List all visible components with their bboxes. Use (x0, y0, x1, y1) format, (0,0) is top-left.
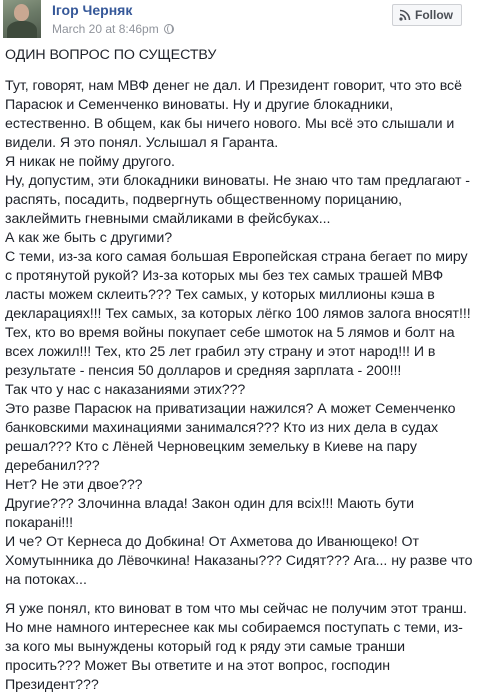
globe-icon (164, 24, 174, 34)
rss-icon (399, 9, 411, 21)
post-meta (52, 22, 174, 36)
avatar-head (14, 4, 29, 21)
post-header (0, 0, 479, 44)
post-timestamp[interactable]: March 20 at 8:46pm (52, 22, 159, 36)
post-content (5, 46, 475, 695)
follow-button[interactable] (392, 4, 462, 26)
post-body-final: Я уже понял, кто виноват в том что мы сейчас не получим этот транш. Но мне намного интереснее как мы собираемся поступать с теми, из- за кого мы вынуждены который год к ряду эти самые транши просить??? Может Вы ответите и на этот вопрос, господин Президент??? (5, 601, 467, 693)
post-body-main: Тут, говорят, нам МВФ денег не дал. И Президент говорит, что это всё Парасюк и Семенченко виноваты. Ну и другие блокадники, естественно. В общем, как бы ничего нового. Мы всё это слышали и видели. Я это понял. Услышал я Гаранта. Я никак не пойму другого. Ну, допустим, эти блокадники виноваты. Не знаю что там предлагают - распять, посадить, подвергнуть общественному порицанию, заклеймить гневными смайликами в фейсбуках... А как же быть с другими? С теми, из-за кого самая большая Европейская страна бегает по миру с протянутой рукой? Из-за которых мы без тех самых трашей МВФ ласты можем склеить??? Тех самых, у которых миллионы кэша в декларациях!!! Тех самых, за которых лёгко 100 лямов залога вносят!!! Тех, кто во время войны покупает себе шмоток на 5 лямов и болт на всех ложил!!! Тех, кто 25 лет грабил эту страну и этот народ!!! И в результате - пенсия 50 долларов и средняя зарплата - 200!!! Так что у нас с наказаниями этих??? Это разве Парасюк на приватизации нажился? А может Семенченко банковскими махинациями занимался??? Кто из них дела в судах решал??? Кто с Лёней Черновецким земельку в Киеве на пару деребанил??? Нет? Не эти двое??? Другие??? Злочинна влада! Закон один для всіх!!! Мають бути покарані!!! И че? От Кернеса до Добкина! От Ахметова до Иванющеко! От Хомутынника до Лёвочкина! Наказаны??? Сидят??? Ага... ну разве что на потоках... (5, 78, 473, 588)
avatar-body (7, 21, 37, 38)
follow-label: Follow (415, 8, 453, 22)
author-avatar[interactable] (3, 0, 41, 38)
author-name[interactable]: Ігор Черняк (52, 2, 133, 18)
post-title: ОДИН ВОПРОС ПО СУЩЕСТВУ (5, 47, 217, 63)
